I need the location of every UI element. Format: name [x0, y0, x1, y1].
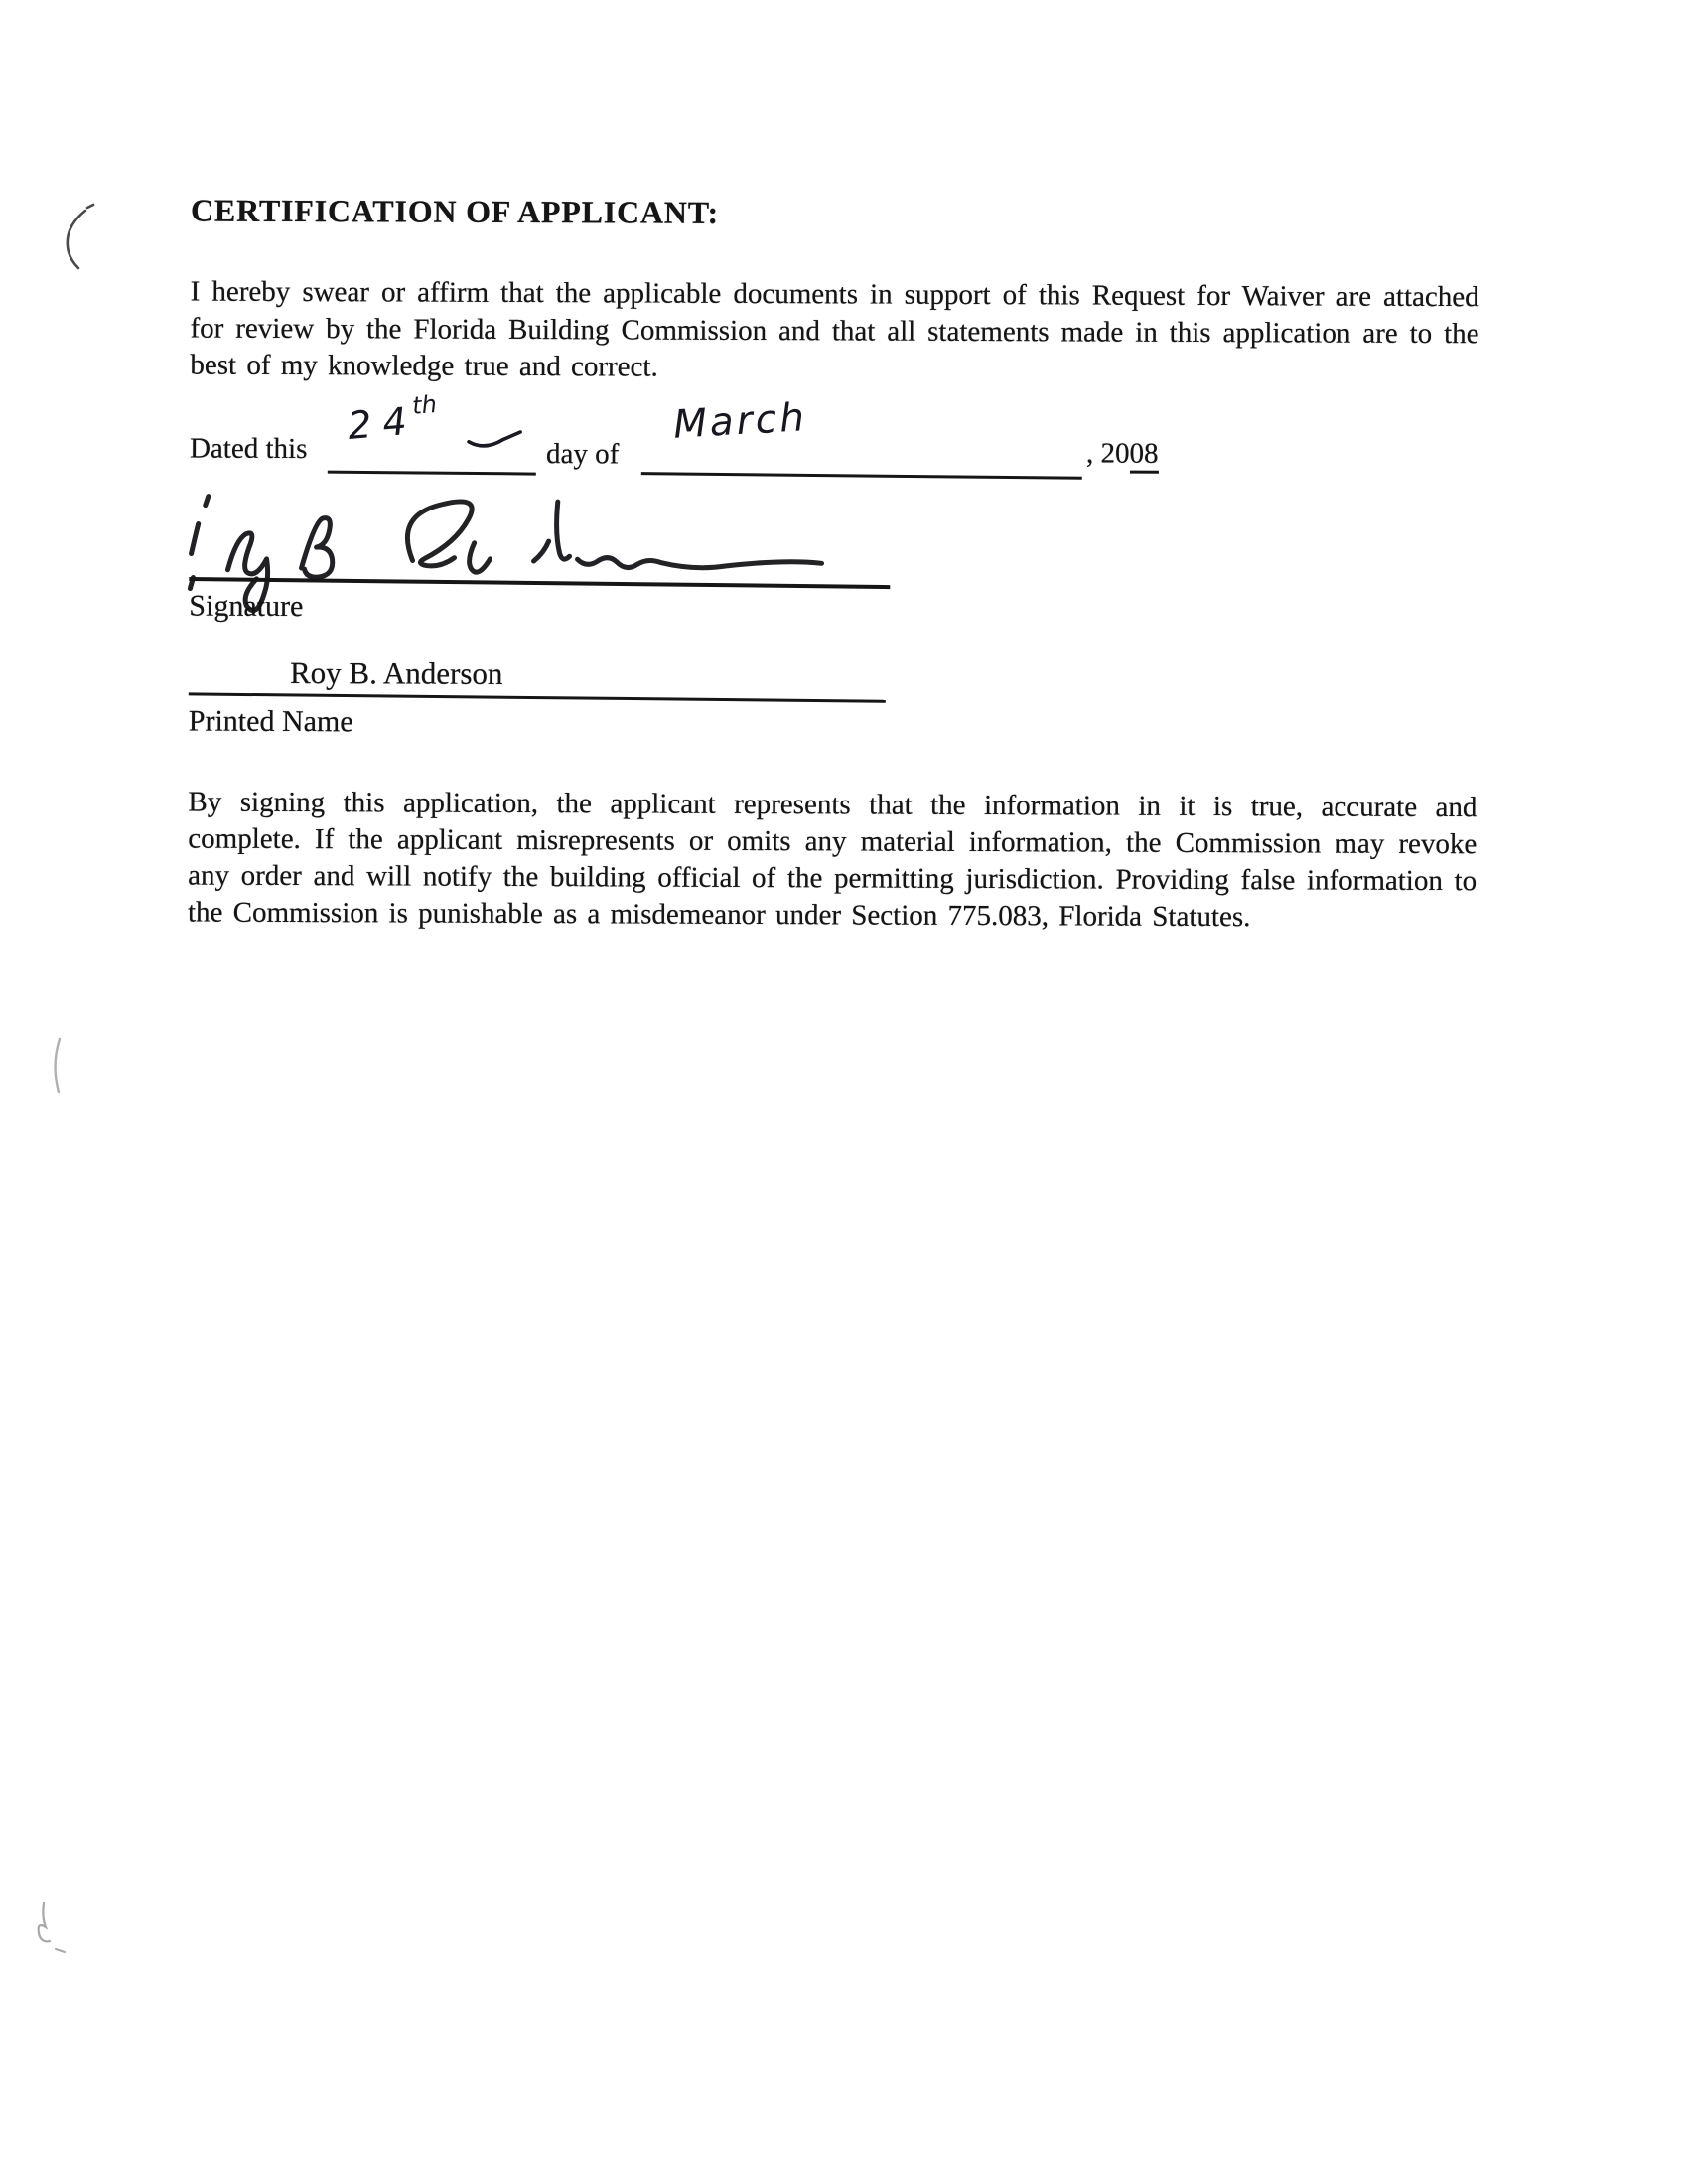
printed-name-line — [189, 655, 886, 702]
printed-name-label: Printed Name — [188, 704, 353, 739]
document-title: CERTIFICATION OF APPLICANT: — [190, 192, 720, 230]
legal-paragraph: By signing this application, the applicant represents that the information in it is true, accurate and complete. If the applicant misrepresents or omits any material information, the Commission may revoke any order and will notify the building official of the permitting jurisdiction. Providing false information to the Commission is punishable as a misdemeanor under Section 775.083, Florida Statutes. — [187, 786, 1477, 934]
day-of-label: day of — [545, 438, 620, 471]
printed-name-value: Roy B. Anderson — [289, 655, 503, 691]
year-text — [1086, 437, 1159, 470]
affirmation-paragraph: I hereby swear or affirm that the applicable documents in support of this Request for Waiver are attached for review by the Florida Building Commission and that all statements made in this application are to the best of my knowledge true and correct. — [190, 275, 1479, 383]
year-suffix-underlined: 08 — [1129, 438, 1158, 474]
handwritten-month: March — [671, 395, 809, 448]
scan-artifact-squiggle-mark — [28, 1899, 77, 1961]
scan-artifact-paren-mark — [52, 203, 95, 274]
handwritten-day-number: 24 — [346, 398, 420, 448]
day-ordinal-flourish-stroke — [465, 430, 526, 450]
signature-label: Signature — [189, 589, 304, 624]
scan-artifact-faint-stroke — [46, 1035, 70, 1098]
signature-line — [189, 539, 890, 589]
year-prefix: , 20 — [1085, 437, 1130, 470]
handwritten-day-ordinal: th — [411, 389, 438, 420]
dated-this-label: Dated this — [189, 432, 308, 466]
handwritten-day — [346, 389, 443, 448]
